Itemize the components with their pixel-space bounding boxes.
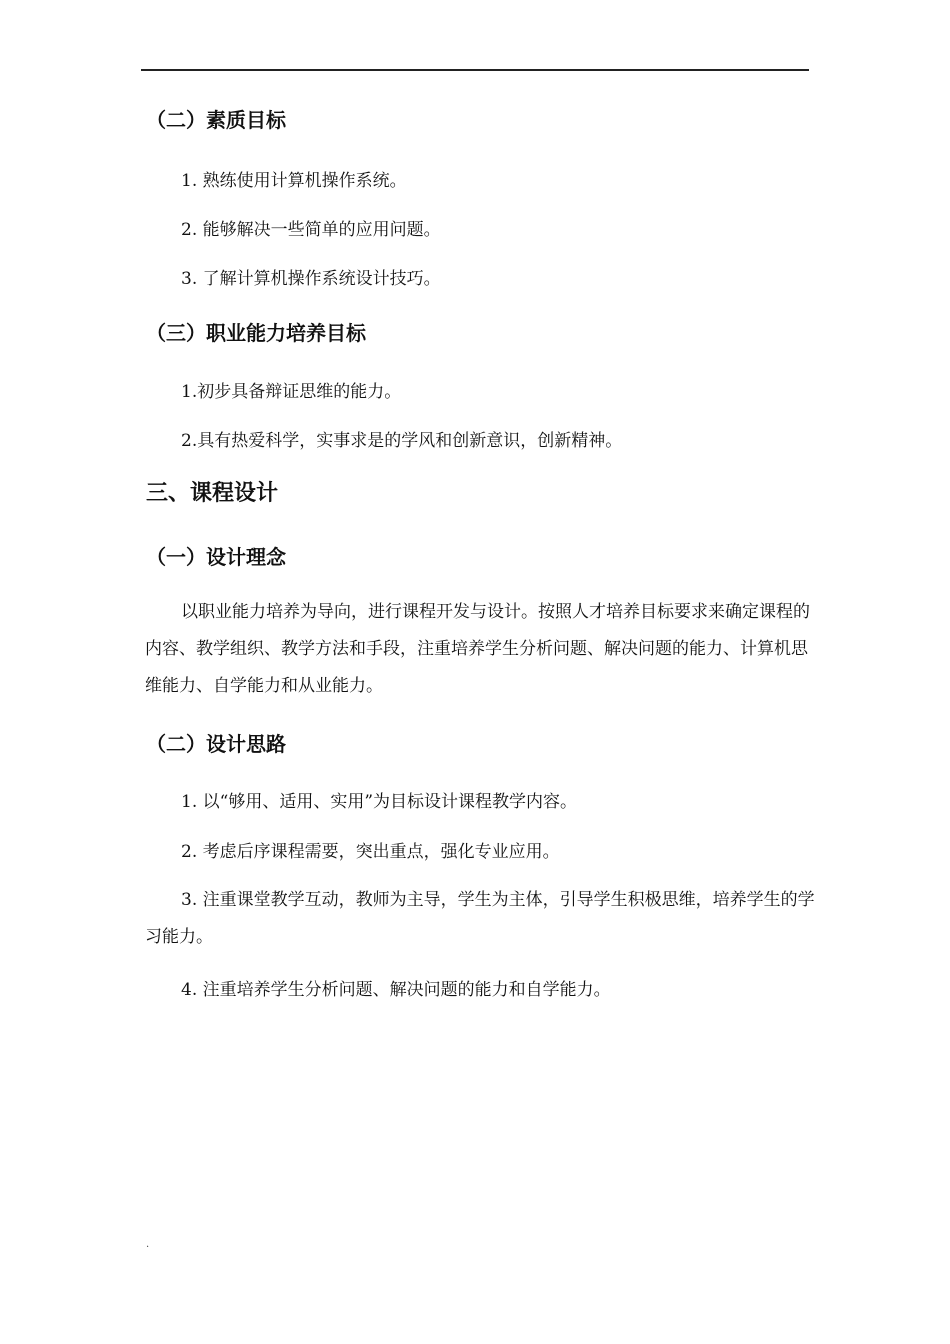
career-goals-heading: （三）职业能力培养目标: [146, 321, 366, 345]
quality-item-2: 2. 能够解决一些简单的应用问题。: [181, 220, 441, 240]
course-design-heading: 三、课程设计: [146, 481, 279, 506]
header-rule: [141, 69, 809, 71]
career-item-1: 1.初步具备辩证思维的能力。: [181, 382, 402, 402]
approach-item-3: 3. 注重课堂教学互动，教师为主导，学生为主体，引导学生积极思维，培养学生的学习能力。: [145, 890, 815, 947]
design-concept-paragraph: 以职业能力培养为导向，进行课程开发与设计。按照人才培养目标要求来确定课程的内容、教学组织、教学方法和手段，注重培养学生分析问题、解决问题的能力、计算机思维能力、自学能力和从业能力。: [145, 602, 810, 696]
approach-item-1: 1. 以“够用、适用、实用”为目标设计课程教学内容。: [181, 792, 578, 812]
footer-mark: .: [146, 1239, 150, 1250]
approach-item-2: 2. 考虑后序课程需要，突出重点，强化专业应用。: [181, 842, 560, 862]
quality-item-1: 1. 熟练使用计算机操作系统。: [181, 171, 407, 191]
design-approach-heading: （二）设计思路: [146, 732, 286, 756]
design-concept-heading: （一）设计理念: [146, 545, 286, 569]
quality-item-3: 3. 了解计算机操作系统设计技巧。: [181, 269, 441, 289]
quality-goals-heading: （二）素质目标: [146, 108, 286, 132]
approach-item-4: 4. 注重培养学生分析问题、解决问题的能力和自学能力。: [181, 980, 611, 1000]
career-item-2: 2.具有热爱科学，实事求是的学风和创新意识，创新精神。: [181, 431, 623, 451]
